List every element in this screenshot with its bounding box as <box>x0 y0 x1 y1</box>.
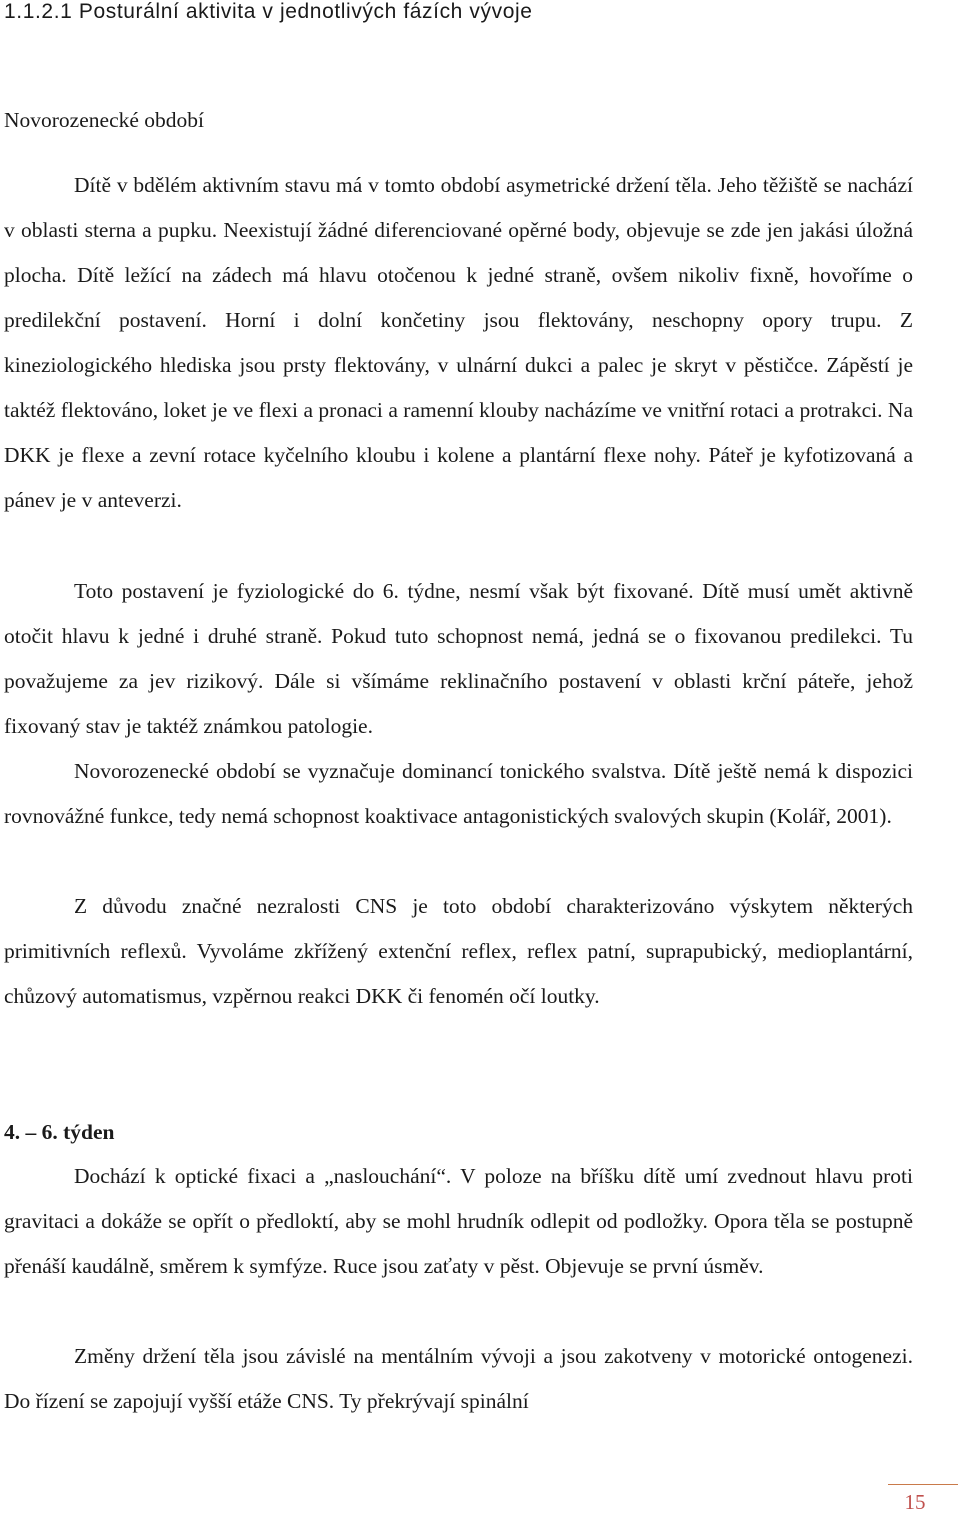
paragraph-primitive-reflexes: Z důvodu značné nezralosti CNS je toto období charakterizováno výskytem některých primitivních reflexů. Vyvoláme zkřížený extenční reflex, reflex patní, suprapubický, medioplantární, chůzový automatismus, vzpěrnou reakci DKK či fenomén očí loutky. <box>4 894 913 1008</box>
footer-divider <box>888 1484 958 1485</box>
paragraph-posture-changes: Změny držení těla jsou závislé na mentálním vývoji a jsou zakotveny v motorické ontogenezi. Do řízení se zapojují vyšší etáže CNS. Ty překrývají spinální <box>4 1344 913 1413</box>
paragraph-physiological-posture: Toto postavení je fyziologické do 6. týdne, nesmí však být fixované. Dítě musí umět aktivně otočit hlavu k jedné i druhé straně. Pokud tuto schopnost nemá, jedná se o fixovanou predilekci. Tu považujeme za jev rizikový. Dále si všímáme reklinačního postavení v oblasti krční páteře, jehož fixovaný stav je taktéž známkou patologie. <box>4 579 913 738</box>
paragraph-optical-fixation: Dochází k optické fixaci a „naslouchání“. V poloze na bříšku dítě umí zvednout hlavu proti gravitaci a dokáže se opřít o předloktí, aby se mohl hrudník odlepit od podložky. Opora těla se postupně přenáší kaudálně, směrem k symfýze. Ruce jsou zaťaty v pěst. Objevuje se první úsměv. <box>4 1164 913 1278</box>
page-number: 15 <box>904 1490 926 1514</box>
subheading-newborn-period: Novorozenecké období <box>4 108 204 132</box>
subheading-weeks-4-6: 4. – 6. týden <box>4 1120 115 1144</box>
section-title: 1.1.2.1 Posturální aktivita v jednotlivých fázích vývoje <box>4 0 533 23</box>
paragraph-newborn-posture: Dítě v bdělém aktivním stavu má v tomto období asymetrické držení těla. Jeho těžiště se nachází v oblasti sterna a pupku. Neexistují žádné diferenciované opěrné body, objevuje se zde jen jakási úložná plocha. Dítě ležící na zádech má hlavu otočenou k jedné straně, ovšem nikoliv fixně, hovoříme o predilekční postavení. Horní i dolní končetiny jsou flektovány, neschopny opory trupu. Z kineziologického hlediska jsou prsty flektovány, v ulnární dukci a palec je skryt v pěstičce. Zápěstí je taktéž flektováno, loket je ve flexi a pronaci a ramenní klouby nacházíme ve vnitřní rotaci a protrakci. Na DKK je flexe a zevní rotace kyčelního kloubu i kolene a plantární flexe nohy. Páteř je kyfotizovaná a pánev je v anteverzi. <box>4 173 913 512</box>
paragraph-tonic-musculature: Novorozenecké období se vyznačuje dominancí tonického svalstva. Dítě ještě nemá k dispozici rovnovážné funkce, tedy nemá schopnost koaktivace antagonistických svalových skupin (Kolář, 2001). <box>4 759 913 828</box>
